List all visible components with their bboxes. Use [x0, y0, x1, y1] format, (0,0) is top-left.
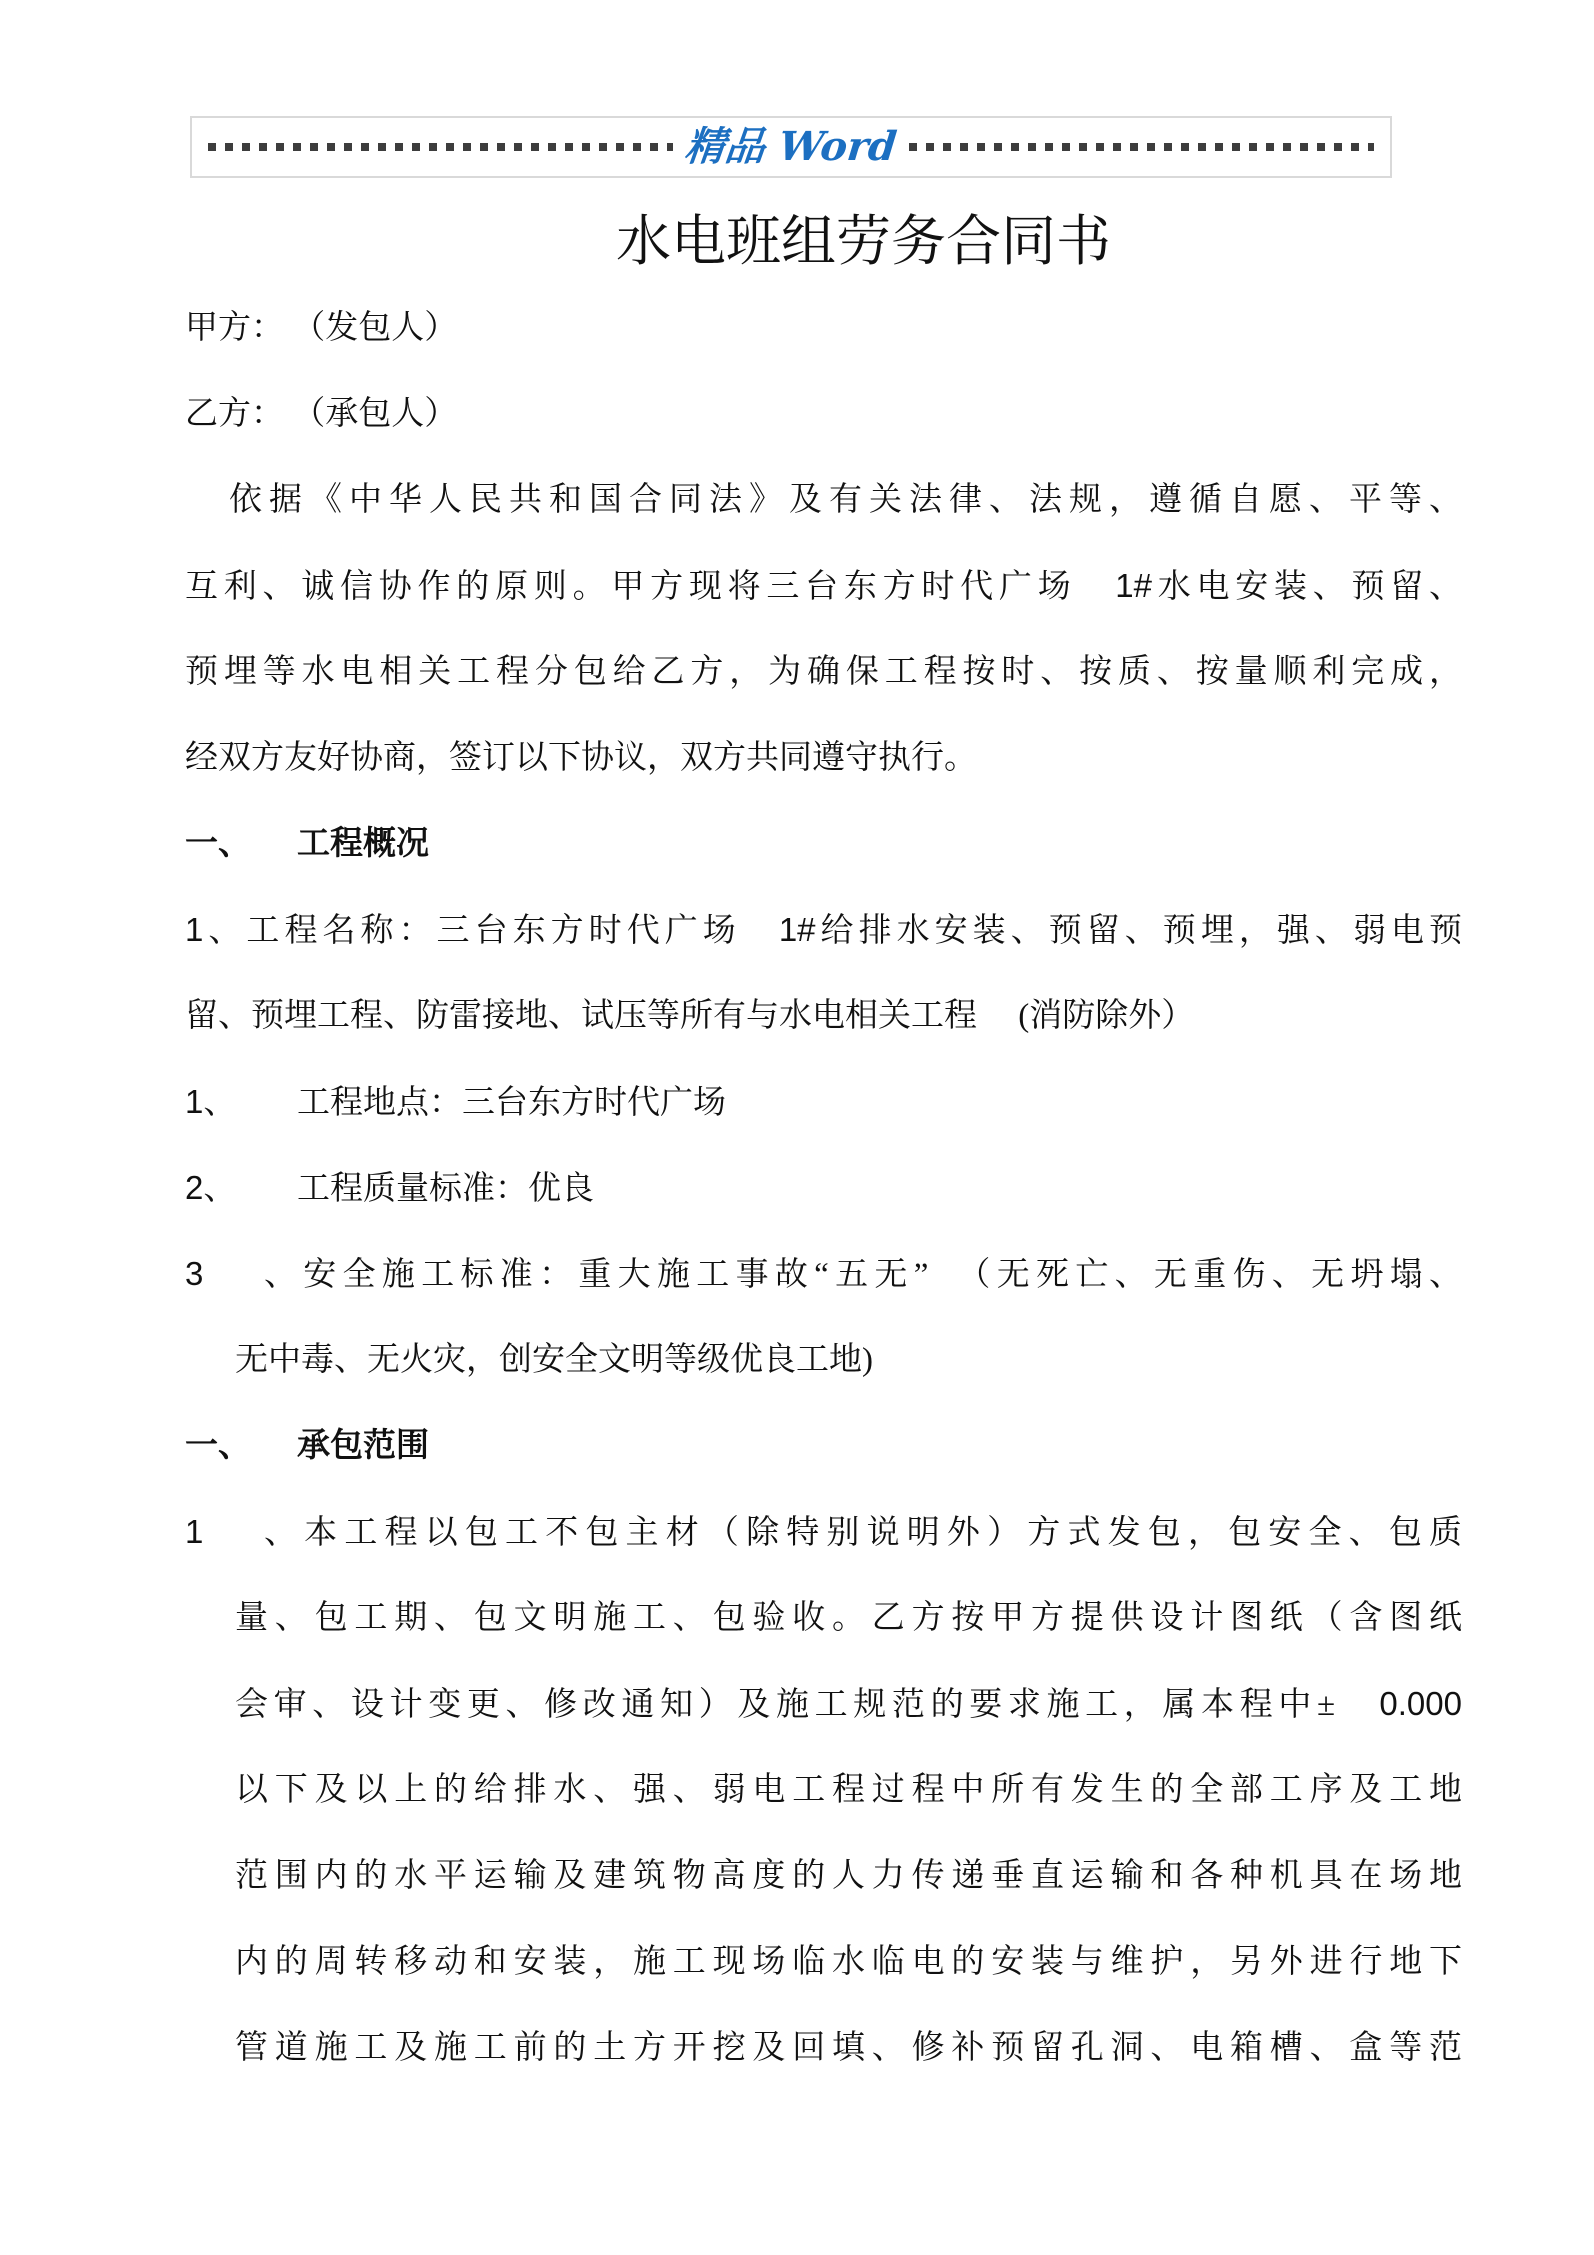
text-segment: 留、预埋工程、防雷接地、试压等所有与水电相关工程 (消防除外） — [185, 998, 1195, 1034]
text-segment: 互利、诚信协作的原则。甲方现将三台东方时代广场 — [185, 569, 1116, 605]
text-segment: 无中毒、无火灾，创安全文明等级优良工地) — [235, 1342, 873, 1378]
text-segment: 预埋等水电相关工程分包给乙方，为确保工程按时、按质、按量顺利完成， — [185, 654, 1462, 690]
list-marker: 3、 — [185, 1255, 297, 1292]
document-body — [185, 285, 1462, 2091]
text-segment: 工程质量标准：优良 — [297, 1171, 594, 1207]
text-segment: 甲方： （发包人） — [185, 310, 458, 346]
list-marker: 一、 — [185, 826, 251, 862]
text-segment: 1# — [1115, 567, 1152, 604]
text-line-list-item — [185, 1145, 1462, 1231]
text-line-list-continuation — [185, 1919, 1462, 2005]
list-marker: 1、 — [185, 1083, 237, 1120]
text-segment: 、工程名称：三台东方时代广场 — [203, 913, 779, 949]
text-segment: 经双方友好协商，签订以下协议，双方共同遵守执行。 — [185, 740, 977, 776]
text-segment: 承包范围 — [297, 1428, 429, 1464]
text-line-list-continuation — [185, 1575, 1462, 1661]
text-segment: 水电安装、预留、 — [1151, 569, 1463, 605]
text-segment: 工程概况 — [297, 826, 429, 862]
header-badge-text: 精品 Word — [682, 123, 900, 170]
text-line-list-continuation — [185, 1747, 1462, 1833]
text-line-list-continuation — [185, 1317, 1462, 1403]
text-line-list-continuation — [185, 1661, 1462, 1747]
text-line-list-item — [185, 1231, 1462, 1317]
text-segment: 范围内的水平运输及建筑物高度的人力传递垂直运输和各种机具在场地 — [235, 1858, 1462, 1894]
text-segment: 0.000 — [1379, 1685, 1462, 1722]
text-line-list-item — [185, 1059, 1462, 1145]
text-line-list-continuation — [185, 1833, 1462, 1919]
text-segment: 安全施工标准：重大施工事故“五无” （无死亡、无重伤、无坍塌、 — [297, 1257, 1462, 1293]
list-marker: 一、 — [185, 1428, 251, 1464]
text-line-list-continuation — [185, 2005, 1462, 2091]
dashed-line-left — [208, 143, 673, 151]
text-segment: 量、包工期、包文明施工、包验收。乙方按甲方提供设计图纸（含图纸 — [235, 1600, 1462, 1636]
text-segment: 乙方： （承包人） — [185, 396, 458, 432]
text-segment: 1# — [778, 911, 816, 948]
text-segment: 工程地点：三台东方时代广场 — [297, 1085, 726, 1121]
text-line-paragraph — [185, 973, 1462, 1059]
text-segment: 1 — [185, 911, 204, 948]
text-segment: 依据《中华人民共和国合同法》及有关法律、法规，遵循自愿、平等、 — [229, 482, 1462, 518]
text-line-heading — [185, 1403, 1462, 1489]
dashed-line-right — [909, 143, 1374, 151]
text-line-list-item — [185, 1489, 1462, 1575]
text-segment: 管道施工及施工前的土方开挖及回填、修补预留孔洞、电箱槽、盒等范 — [235, 2030, 1462, 2066]
text-line-party — [185, 371, 1462, 457]
list-marker: 2、 — [185, 1169, 237, 1206]
text-line-paragraph — [185, 715, 1462, 801]
text-line-paragraph-first — [185, 457, 1462, 543]
text-segment: 本工程以包工不包主材（除特别说明外）方式发包，包安全、包质 — [297, 1515, 1462, 1551]
document-title: 水电班组劳务合同书 — [615, 211, 1111, 272]
text-segment: 会审、设计变更、修改通知）及施工规范的要求施工，属本程中± — [235, 1687, 1380, 1723]
list-marker: 1、 — [185, 1513, 297, 1550]
text-line-party — [185, 285, 1462, 371]
text-line-paragraph — [185, 887, 1462, 973]
text-segment: 内的周转移动和安装，施工现场临水临电的安装与维护，另外进行地下 — [235, 1944, 1462, 1980]
text-line-paragraph — [185, 629, 1462, 715]
text-line-heading — [185, 801, 1462, 887]
header-banner — [190, 116, 1392, 178]
text-segment: 以下及以上的给排水、强、弱电工程过程中所有发生的全部工序及工地 — [235, 1772, 1462, 1808]
text-line-paragraph — [185, 543, 1462, 629]
text-segment: 给排水安装、预留、预埋，强、弱电预 — [815, 913, 1463, 949]
